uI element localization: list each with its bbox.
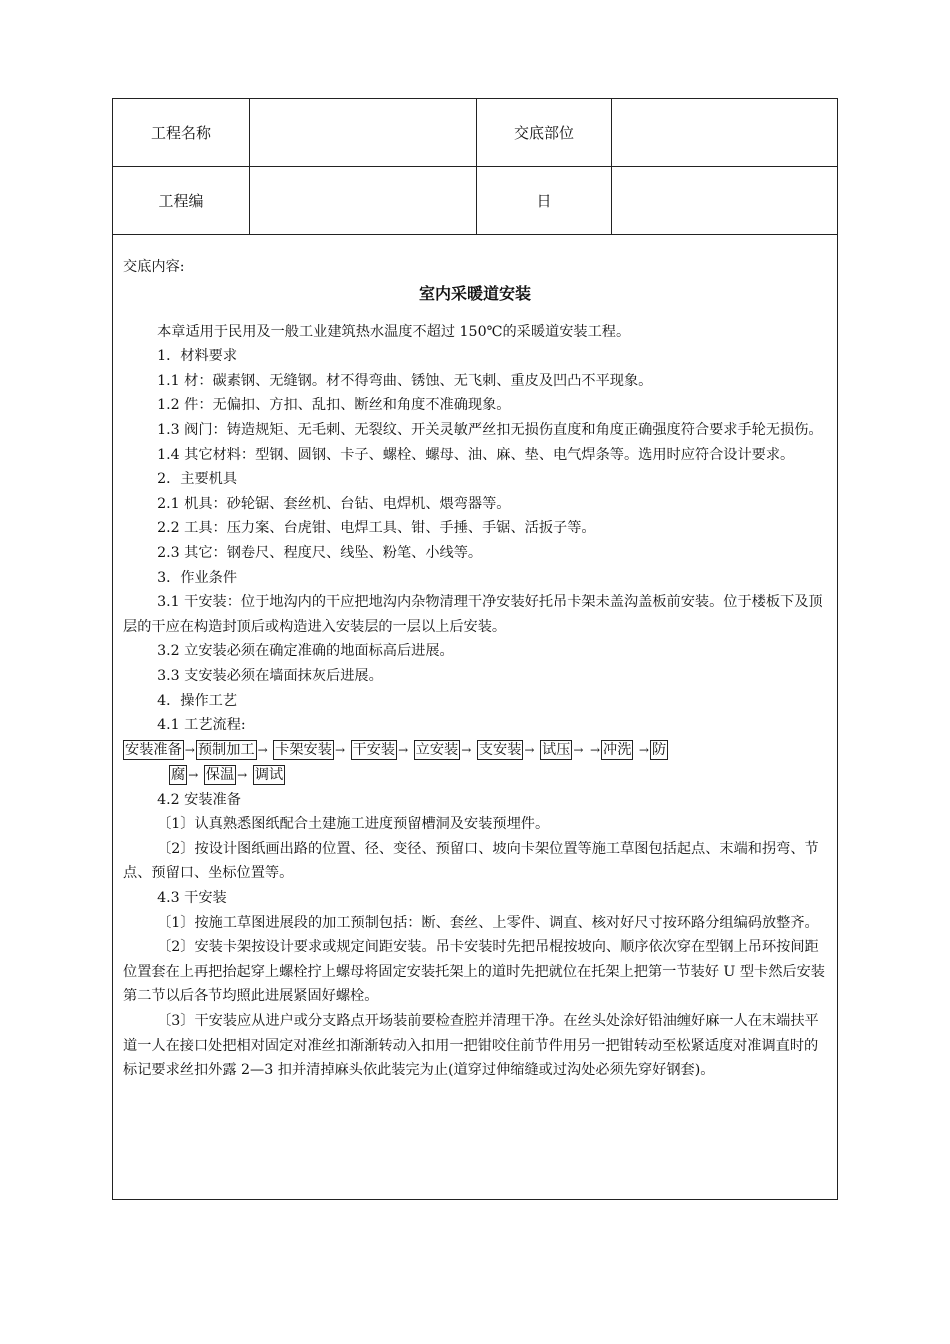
arrow-icon: → (638, 742, 649, 757)
item-1-2: 1.2 件：无偏扣、方扣、乱扣、断丝和角度不准确现象。 (157, 397, 511, 414)
arrow-icon: → (184, 742, 195, 757)
item-4-2-1: 〔1〕认真熟悉图纸配合土建施工进度预留槽洞及安装预埋件。 (157, 816, 550, 833)
item-1-3: 1.3 阀门：铸造规矩、无毛刺、无裂纹、开关灵敏严丝扣无损伤直度和角度正确强度符合要求手轮无损伤。 (157, 421, 823, 438)
item-2-3: 2.3 其它：钢卷尺、程度尺、线坠、粉笔、小线等。 (157, 544, 483, 561)
flow-step: 保温 (205, 766, 235, 783)
flow-step: 干安装 (352, 741, 396, 758)
arrow-icon: → (188, 767, 199, 782)
intro-paragraph: 本章适用于民用及一般工业建筑热水温度不超过 150℃的采暖道安装工程。 (157, 323, 631, 340)
section-4-heading: 4．操作工艺 (157, 692, 238, 709)
item-2-1: 2.1 机具：砂轮锯、套丝机、台钻、电焊机、煨弯器等。 (157, 495, 511, 512)
item-4-3-2: 〔2〕安装卡架按设计要求或规定间距安装。吊卡安装时先把吊棍按坡向、顺序依次穿在型钢上吊环按间距位置套在上再把抬起穿上螺栓拧上螺母将固定安装托架上的道时先把就位在托架上把第一节装好 U 型卡然后安装第二节以后各节均照此进展紧固好螺栓。 (123, 939, 825, 1005)
flow-step: 试压 (541, 741, 571, 758)
arrow-icon: → (461, 742, 472, 757)
document-title: 室内采暖道安装 (418, 283, 531, 303)
flow-step: 卡架安装 (275, 741, 332, 758)
process-flow-line-1 (123, 738, 827, 763)
header-row-1 (113, 99, 837, 167)
flow-step: 预制加工 (197, 741, 255, 758)
item-2-2: 2.2 工具：压力案、台虎钳、电焊工具、钳、手捶、手锯、活扳子等。 (157, 520, 596, 537)
arrow-icon: → (589, 742, 601, 757)
date-value[interactable] (612, 167, 837, 234)
process-flow-line-2 (123, 763, 827, 788)
item-3-1: 3.1 干安装：位于地沟内的干应把地沟内杂物清理干净安装好托吊卡架未盖沟盖板前安装。位于楼板下及顶层的干应在构造封顶后或构造进入安装层的一层以上后安装。 (123, 594, 823, 635)
handover-form (112, 98, 838, 1200)
project-name-label: 工程名称 (113, 99, 250, 166)
project-name-value[interactable] (250, 99, 477, 166)
item-4-1: 4.1 工艺流程: (157, 717, 246, 734)
header-row-2 (113, 167, 837, 235)
arrow-icon: → (398, 742, 409, 757)
item-1-1: 1.1 材：碳素钢、无缝钢。材不得弯曲、锈蚀、无飞刺、重皮及凹凸不平现象。 (157, 372, 653, 389)
section-1-heading: 1．材料要求 (157, 348, 238, 365)
section-3-heading: 3．作业条件 (157, 569, 238, 586)
arrow-icon: → (257, 742, 268, 757)
flow-step: 支安装 (478, 741, 522, 758)
flow-step: 立安装 (415, 741, 459, 758)
item-3-2: 3.2 立安装必须在确定准确的地面标高后进展。 (157, 643, 454, 660)
project-number-label: 工程编 (113, 167, 250, 234)
section-2-heading: 2．主要机具 (157, 471, 238, 488)
project-number-value[interactable] (250, 167, 477, 234)
item-4-3-heading: 4.3 干安装 (157, 890, 227, 907)
arrow-icon: → (524, 742, 535, 757)
item-4-3-1: 〔1〕按施工草图进展段的加工预制包括：断、套丝、上零件、调直、核对好尺寸按环路分组编码放整齐。 (157, 914, 819, 931)
handover-content (113, 235, 837, 1083)
item-4-3-3: 〔3〕干安装应从进户或分支路点开场装前要检查腔并清理干净。在丝头处涂好铅油缠好麻一人在末端扶平道一人在接口处把相对固定对准丝扣渐渐转动入扣用一把钳咬住前节件用另一把钳转动至松紧适度对准调直时的标记要求丝扣外露 2—3 扣并清掉麻头依此装完为止(道穿过伸缩缝或过沟处必须先穿好钢套)。 (123, 1013, 819, 1079)
date-label: 日 (477, 167, 612, 234)
item-1-4: 1.4 其它材料：型钢、圆钢、卡子、螺栓、螺母、油、麻、垫、电气焊条等。选用时应符合设计要求。 (157, 446, 795, 463)
arrow-icon: → (237, 767, 248, 782)
flow-step: 腐 (171, 766, 186, 783)
content-label: 交底内容: (123, 259, 185, 275)
item-3-3: 3.3 支安装必须在墙面抹灰后进展。 (157, 667, 383, 684)
handover-part-label: 交底部位 (477, 99, 612, 166)
flow-step: 安装准备 (125, 741, 182, 758)
handover-part-value[interactable] (612, 99, 837, 166)
arrow-icon: → (573, 742, 584, 757)
flow-step: 防 (651, 741, 667, 758)
item-4-2-2: 〔2〕按设计图纸画出路的位置、径、变径、预留口、坡向卡架位置等施工草图包括起点、末端和拐弯、节点、预留口、坐标位置等。 (123, 840, 819, 882)
arrow-icon: → (334, 742, 345, 757)
flow-step: 调试 (254, 766, 284, 783)
flow-step: 冲洗 (603, 741, 632, 758)
item-4-2-heading: 4.2 安装准备 (157, 791, 241, 808)
